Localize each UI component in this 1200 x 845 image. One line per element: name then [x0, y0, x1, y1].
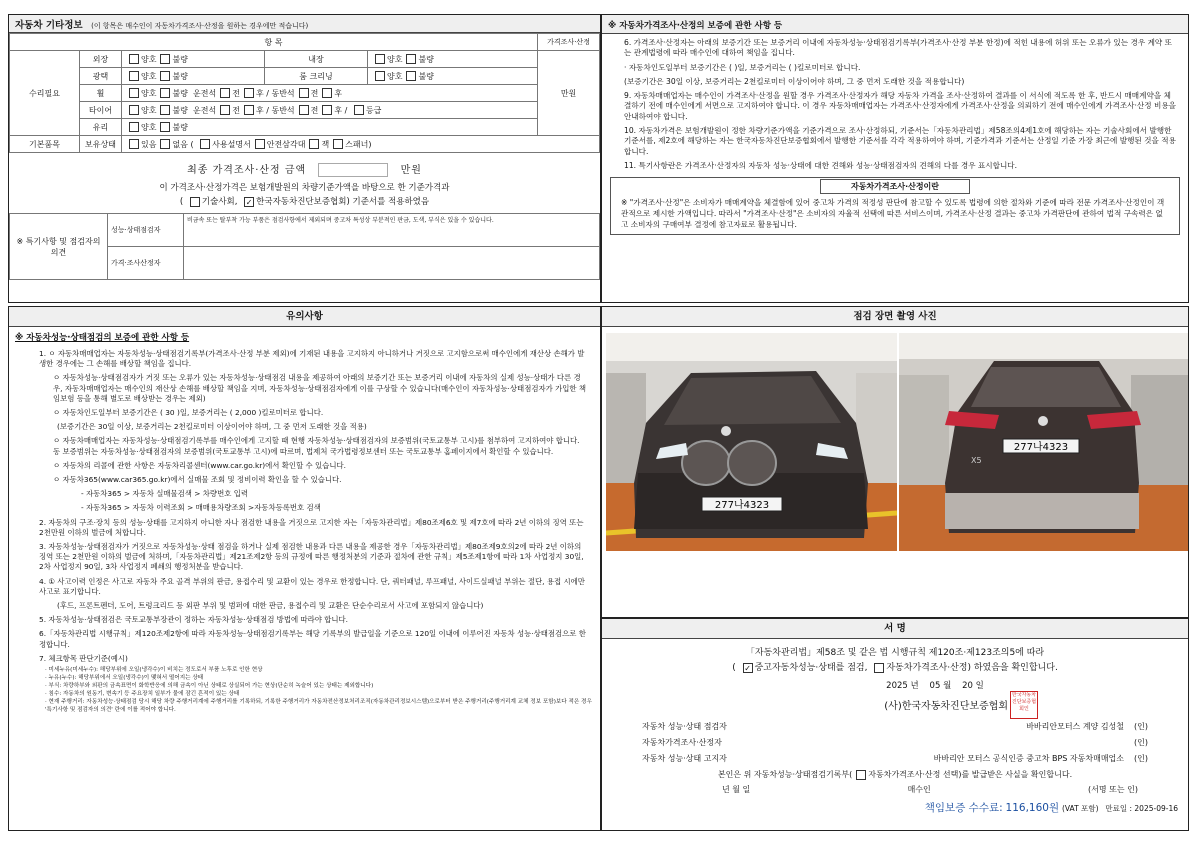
special-perf-label: 성능·상태점검자: [108, 214, 184, 247]
final-amount-field[interactable]: [318, 163, 388, 177]
jack-checkbox[interactable]: [309, 139, 319, 149]
signature-law: 「자동차관리법」제58조 및 같은 법 시행규칙 제120조·제123조의5에 따라: [745, 648, 1045, 658]
notice-item: ㅇ 자동차매매업자는 자동차성능·상태점검기록부를 매수인에게 고지할 때 현행 자동차성능·상태점검자의 보증범위(국토교통부 고시)를 첨부하여 고지하여야 합니다. 동 보증범위는 자동차성능·상태점검자의 보증범위(국토교통부 고시)에 따르며, 법제처 국가법령정보센터 또는 국토교통부 홈페이지에서 확인할 수 있습니다.: [53, 436, 580, 456]
row-interior: 내장: [265, 51, 368, 68]
tire-front-fr-checkbox[interactable]: [220, 105, 230, 115]
special-label: ※ 특기사항 및 점검자의 의견: [10, 214, 108, 280]
notice-item: ㅇ 자동차성능·상태점검자가 거짓 또는 오류가 있는 자동차성능·상태점검 내용을 제공하여 아래의 보증기간 또는 보증거리 이내에 자동차의 실제 성능·상태가 다른 경우, 자동차매매업자는 매수인의 재산상 손해를 배상할 책임을 지며, 자동차성능·상태점검자에게 이를 구상할 수 있습니다(매수인이 자동차성능·상태점검자가 가입한 책임보험 등을 통해 별도로 배상받는 경우는 제외): [53, 373, 587, 403]
exterior-bad-checkbox[interactable]: [160, 54, 170, 64]
fee-note: (VAT 포함): [1061, 804, 1099, 813]
notice-panel: [8, 306, 601, 831]
front-photo: [606, 333, 897, 551]
price-check-checkbox[interactable]: [874, 663, 884, 673]
special-price-label: 가격·조사산정자: [108, 247, 184, 280]
signature-panel: [601, 618, 1189, 831]
tire-good-checkbox[interactable]: [129, 105, 139, 115]
criteria-item: · 침수: 자동차의 원동기, 변속기 등 주요장치 일부가 물에 잠긴 흔적이 있는 상태: [45, 691, 240, 698]
buyer-label: 매수인: [907, 785, 931, 794]
wheel-front-rr-checkbox[interactable]: [244, 88, 254, 98]
receipt-line: 본인은 위 자동차성능·상태점검기록부( 자동차가격조사·산정 선택)를 발급받은 사실을 확인합니다.: [717, 770, 1073, 779]
signer-name: 바바리안모터스 계양 김성철: [1026, 721, 1125, 731]
final-amount-unit: 만원: [400, 165, 422, 176]
signer-name: 바바리안 모터스 공식인증 중고차 BPS 자동차매매업소: [933, 753, 1125, 763]
spanner-checkbox[interactable]: [333, 139, 343, 149]
notice-item: (보증기간은 30일 이상, 보증거리는 2천킬로미터 이상이어야 하며, 그 중 먼저 도래한 것을 적용): [57, 422, 367, 432]
wheel-pass-fr-checkbox[interactable]: [299, 88, 309, 98]
room-bad-checkbox[interactable]: [406, 71, 416, 81]
notice-item: (후드, 프론트펜더, 도어, 트렁크리드 등 외판 부위 및 범퍼에 대한 판금, 용접수리 및 교환은 단순수리로서 사고에 포함되지 않습니다): [57, 601, 484, 611]
notice-subtitle: ※ 자동차성능·상태점검의 보증에 관한 사항 등: [15, 333, 190, 343]
col-price-header: 가격조사·산정: [538, 34, 600, 51]
signer-row: [642, 718, 1148, 734]
basis-line1: 이 가격조사·산정가격은 보험개발원의 차량기준가액을 바탕으로 한 기준가격과: [159, 183, 450, 193]
rear-badge-text: X5: [971, 456, 982, 465]
signature-check-line: ( ✓ 중고자동차성능·상태를 점검, 자동차가격조사·산정) 하였음을 확인합니다.: [732, 663, 1058, 673]
signature-date: 2025 년 05 월 20 일: [886, 681, 984, 691]
notice-item: ㅇ 자동차인도일부터 보증기간은 ( 30 )일, 보증거리는 ( 2,000 )킬로미터로 합니다.: [53, 408, 324, 418]
final-amount-label: 최종 가격조사·산정 금액: [187, 165, 307, 176]
notice-item: 2. 자동차의 구조·장치 등의 성능·상태를 고지하지 아니한 자나 점검한 내용을 거짓으로 고지한 자는「자동차관리법」제80조제6호 및 제7호에 따라 2년 이하의 징역 또는 2천만원 이하의 벌금에 처합니다.: [39, 517, 584, 537]
signature-title: 서 명: [602, 619, 1188, 639]
warranty-p11: 11. 특기사항란은 가격조사·산정자의 자동차 성능·상태에 대한 견해와 성능·상태점검자의 견해의 다를 경우 표시합니다.: [624, 160, 1018, 170]
perf-check-checkbox[interactable]: ✓: [744, 663, 751, 673]
warranty-p9: 9. 자동차매매업자는 매수인이 가격조사·산정을 원할 경우 가격조사·산정자가 해당 자동차 가격을 조사·산정하여 결과를 이 서식에 적도록 한 후, 반드시 매매계약을 체결하기 전에 매수인에게 서면으로 고지하여야 합니다. 이 경우 자동차매매업자는 가격조사·산정자에게 가격조사·산정을 의뢰하기 전에 매수인에게 가격조사·산정 비용을 안내하여야 합니다.: [624, 91, 1177, 121]
notice-item: ㅇ 자동차의 리콜에 관한 사항은 자동차리콜센터(www.car.go.kr)에서 확인할 수 있습니다.: [53, 460, 346, 470]
tire-equal-checkbox[interactable]: [354, 105, 364, 115]
basic-has-checkbox[interactable]: [129, 139, 139, 149]
criteria-item: · 누유(누수): 해당부위에서 오일(냉각수)이 맺혀서 떨어지는 상태: [45, 675, 204, 682]
gloss-good-checkbox[interactable]: [129, 71, 139, 81]
gloss-options: 양호 불량: [122, 68, 265, 85]
signer-stamp: (인): [1134, 753, 1148, 763]
basis-line2: ( 기술사회, ✓ 한국자동차진단보증협회) 기준서를 적용하였음: [179, 197, 430, 207]
org-seal: 한국자동차진단보증협회인: [1010, 691, 1038, 719]
exterior-options: 양호 불량: [122, 51, 265, 68]
warranty-p6b: (보증기간은 30일 이상, 보증거리는 2천킬로미터 이상이어야 하며, 그 중 먼저 도래한 것을 적용합니다): [624, 76, 965, 86]
vehicle-info-panel: [8, 14, 601, 303]
warranty-p10: 10. 자동차가격은 보험개발원이 정한 차량기준가액을 기준가격으로 조사·산정하되, 기준서는「자동차관리법」제58조의4제1호에 해당하는 자는 기술사회에서 발행한 기준서를, 제2호에 해당하는 자는 한국자동차진단보증협회에서 발행한 기준서를 각각 적용하여야 하며, 기준가격과 기준서는 산정일 기준 가장 최근에 발행된 것을 적용합니다.: [624, 126, 1176, 156]
basic-none-checkbox[interactable]: [160, 139, 170, 149]
notice-item: - 자동차365 > 자동차 이력조회 > 매매용차량조회 >자동차등록번호 검색: [81, 503, 321, 513]
vehicle-info-note: (이 항목은 매수인이 자동차가격조사·산정을 원하는 경우에만 적습니다): [91, 22, 309, 30]
vehicle-info-title: 자동차 기타정보: [15, 20, 83, 31]
exterior-good-checkbox[interactable]: [129, 54, 139, 64]
notice-item: 7. 체크항목 판단기준(예시): [39, 653, 128, 663]
gloss-bad-checkbox[interactable]: [160, 71, 170, 81]
signature-org: (사)한국자동차진단보증협회: [884, 701, 1008, 712]
warranty-title: ※ 자동차가격조사·산정의 보증에 관한 사항 등: [602, 15, 1188, 34]
front-car-image: [606, 333, 897, 551]
row-room: 룸 크리닝: [265, 68, 368, 85]
photos-title: 점검 장면 촬영 사진: [602, 307, 1188, 327]
wheel-pass-rr-checkbox[interactable]: [322, 88, 332, 98]
notice-list: [9, 347, 600, 666]
basic-status: 보유상태: [80, 136, 122, 153]
buyer-row: [602, 780, 1188, 795]
special-price-note: [184, 247, 600, 280]
tire-pass-fr-checkbox[interactable]: [299, 105, 309, 115]
interior-good-checkbox[interactable]: [375, 54, 385, 64]
kada-checkbox[interactable]: ✓: [245, 197, 253, 207]
wheel-bad-checkbox[interactable]: [160, 88, 170, 98]
signer-stamp: (인): [1134, 737, 1148, 747]
front-plate-text: 277나4323: [714, 500, 770, 511]
manual-checkbox[interactable]: [200, 139, 210, 149]
special-perf-note: 비금속 또는 탈부착 가능 부품은 점검사항에서 제외되며 중고차 특성상 부분적인 판금, 도색, 부식은 있을 수 있습니다.: [184, 214, 600, 247]
interior-options: 양호 불량: [368, 51, 538, 68]
vehicle-info-table: [9, 33, 600, 153]
receipt-price-checkbox[interactable]: [856, 770, 866, 780]
vehicle-info-header: [9, 15, 600, 33]
interior-bad-checkbox[interactable]: [406, 54, 416, 64]
wheel-good-checkbox[interactable]: [129, 88, 139, 98]
buyer-date: 년 월 일: [722, 785, 751, 794]
repair-label: 수리필요: [10, 51, 80, 136]
final-amount-row: [9, 153, 600, 181]
criteria-item: · 부식: 차량하부와 외판의 금속표면이 화학반응에 의해 금속이 아닌 상태로 상실되어 가는 현상(단순히 녹슬어 있는 상태는 제외합니다): [45, 683, 374, 690]
signer-stamp: (인): [1134, 721, 1148, 731]
fee-row: [602, 795, 1188, 815]
tire-bad-checkbox[interactable]: [160, 105, 170, 115]
notice-item: 4. ① 사고이력 인정은 사고로 자동차 주요 골격 부위의 판금, 용접수리 및 교환이 있는 경우로 한정합니다. 단, 쿼터패널, 루프패널, 사이드실패널 부위는 절단, 용접 시에만 사고로 표기합니다.: [39, 576, 585, 596]
criteria-item: · 미세누유(미세누수): 해당부위에 오일(냉각수)이 비치는 정도로서 부품 노후로 인한 현상: [45, 667, 263, 674]
rear-car-image: [899, 333, 1189, 551]
warranty-p6a: · 자동차인도일부터 보증기간은 ( )일, 보증거리는 ( )킬로미터로 합니다.: [624, 62, 861, 72]
notice-item: ㅇ 자동차365(www.car365.go.kr)에서 실매물 조회 및 정비이력 확인을 할 수 있습니다.: [53, 475, 342, 485]
room-options: 양호 불량: [368, 68, 538, 85]
tire-pass-rr-checkbox[interactable]: [322, 105, 332, 115]
wheel-options: 양호 불량 운전석 전 후 / 동반석 전 후: [122, 85, 538, 102]
definition-title: 자동차가격조사·산정이란: [611, 178, 1179, 195]
definition-text: ※ "가격조사·산정"은 소비자가 매매계약을 체결함에 있어 중고차 가격의 적정성 판단에 참고할 수 있도록 법령에 의한 절차와 기준에 따라 전문 가격조사·산정인이 객관적으로 제시한 가액입니다. 따라서 "가격조사·산정"은 소비자의 자율적 선택에 따른 서비스이며, 가격조사·산정 결과는 중고차 가격판단에 관하여 법적 구속력은 없고 소비자의 구매여부 결정에 참고자료로 활용됩니다.: [621, 198, 1165, 230]
row-exterior: 외장: [80, 51, 122, 68]
rear-photo: [899, 333, 1189, 551]
notice-title: 유의사항: [9, 307, 600, 327]
criteria-item: · 현재 주행거리: 자동차성능·상태점검 당시 해당 차량 주행거리계에 주행거리를 기록하되, 기록한 주행거리가 자동차전산정보처리조직(자동차관리정보시스템)으로부터 받은 주행거리(주행거리계 교체 정보 포함)보다 적은 경우 '특기사항 및 점검자의 의견' 란에 이를 적어야 합니다.: [45, 699, 592, 714]
basic-label: 기본품목: [10, 136, 80, 153]
row-glass: 유리: [80, 119, 122, 136]
fee-label: 책임보증 수수료:: [924, 802, 1003, 814]
row-tire: 타이어: [80, 102, 122, 119]
glass-bad-checkbox[interactable]: [160, 122, 170, 132]
signer-label: 자동차 성능·상태 고지자: [642, 753, 727, 763]
glass-good-checkbox[interactable]: [129, 122, 139, 132]
tire-front-rr-checkbox[interactable]: [244, 105, 254, 115]
basic-options: 있음 없음 ( 사용설명서 안전삼각대 잭 스패너): [122, 136, 600, 153]
col-item-header: 항 목: [10, 34, 538, 51]
signer-label: 자동차 성능·상태 점검자: [642, 721, 727, 731]
signature-rows: [602, 712, 1188, 766]
triangle-checkbox[interactable]: [255, 139, 265, 149]
rear-plate-text: 277나4323: [1013, 442, 1069, 453]
signer-label: 자동차가격조사·산정자: [642, 737, 722, 747]
warranty-p6: 6. 가격조사·산정자는 아래의 보증기간 또는 보증거리 이내에 자동차성능·상태점검기록부(가격조사·산정 부분 한정)에 적힌 내용에 허위 또는 오류가 있는 경우 계약 또는 관계법령에 따라 매수인에 대하여 책임을 집니다.: [624, 38, 1173, 58]
signer-row: [642, 750, 1148, 766]
tire-options: 양호 불량 운전석 전 후 / 동반석 전 후 / 등급: [122, 102, 538, 119]
tech-society-checkbox[interactable]: [190, 197, 200, 207]
fee-value: 116,160원: [1005, 802, 1060, 814]
row-gloss: 광택: [80, 68, 122, 85]
basis-text: [9, 181, 600, 209]
notice-item: 6.「자동차관리법 시행규칙」제120조제2항에 따라 자동차성능·상태점검기록부는 해당 기록부의 발급일을 기준으로 120일 이내에 이루어진 자동차 성능·상태점검으로 한정합니다.: [39, 629, 586, 649]
notice-item: 5. 자동차성능·상태점검은 국토교통부장관이 정하는 자동차성능·상태점검 방법에 따라야 합니다.: [39, 615, 348, 625]
room-good-checkbox[interactable]: [375, 71, 385, 81]
glass-options: 양호 불량: [122, 119, 538, 136]
special-notes-table: [9, 213, 600, 280]
definition-box: [610, 177, 1180, 235]
notice-item: 3. 자동차성능·상태점검자가 거짓으로 자동차성능·상태 점검을 하거나 실제 점검한 내용과 다른 내용을 제공한 경우「자동차관리법」제80조제9호의2에 따라 2년 이하의 징역 또는 2천만원 이하의 벌금에 처하며,「자동차관리법」제21조제2항 등의 규정에 따른 행정처분의 기준과 절차에 관한 규칙」제5조제1항에 따라 1차 사업정지 30일, 2차 사업정지 90일, 3차 사업정지 폐쇄의 행정처분을 받습니다.: [39, 542, 584, 572]
fee-expiry: 만료일 : 2025-09-16: [1105, 804, 1178, 813]
wheel-front-fr-checkbox[interactable]: [220, 88, 230, 98]
price-unit: 만원: [538, 51, 600, 136]
signature-org-row: [602, 691, 1188, 712]
signer-row: [642, 734, 1148, 750]
warranty-panel: [601, 14, 1189, 303]
row-wheel: 휠: [80, 85, 122, 102]
notice-item: 1. ㅇ 자동차매매업자는 자동차성능·상태점검기록부(가격조사·산정 부분 제외)에 기재된 내용을 고지하지 아니하거나 거짓으로 고지함으로써 매수인에게 재산상 손해가 발생한 경우에는 그 손해를 배상할 책임을 집니다.: [39, 349, 585, 369]
photos-panel: [601, 306, 1189, 618]
notice-item: - 자동차365 > 자동차 실매물검색 > 차량번호 입력: [81, 489, 248, 499]
notice-fine-list: [9, 666, 600, 714]
buyer-sign: (서명 또는 인): [1088, 785, 1138, 794]
